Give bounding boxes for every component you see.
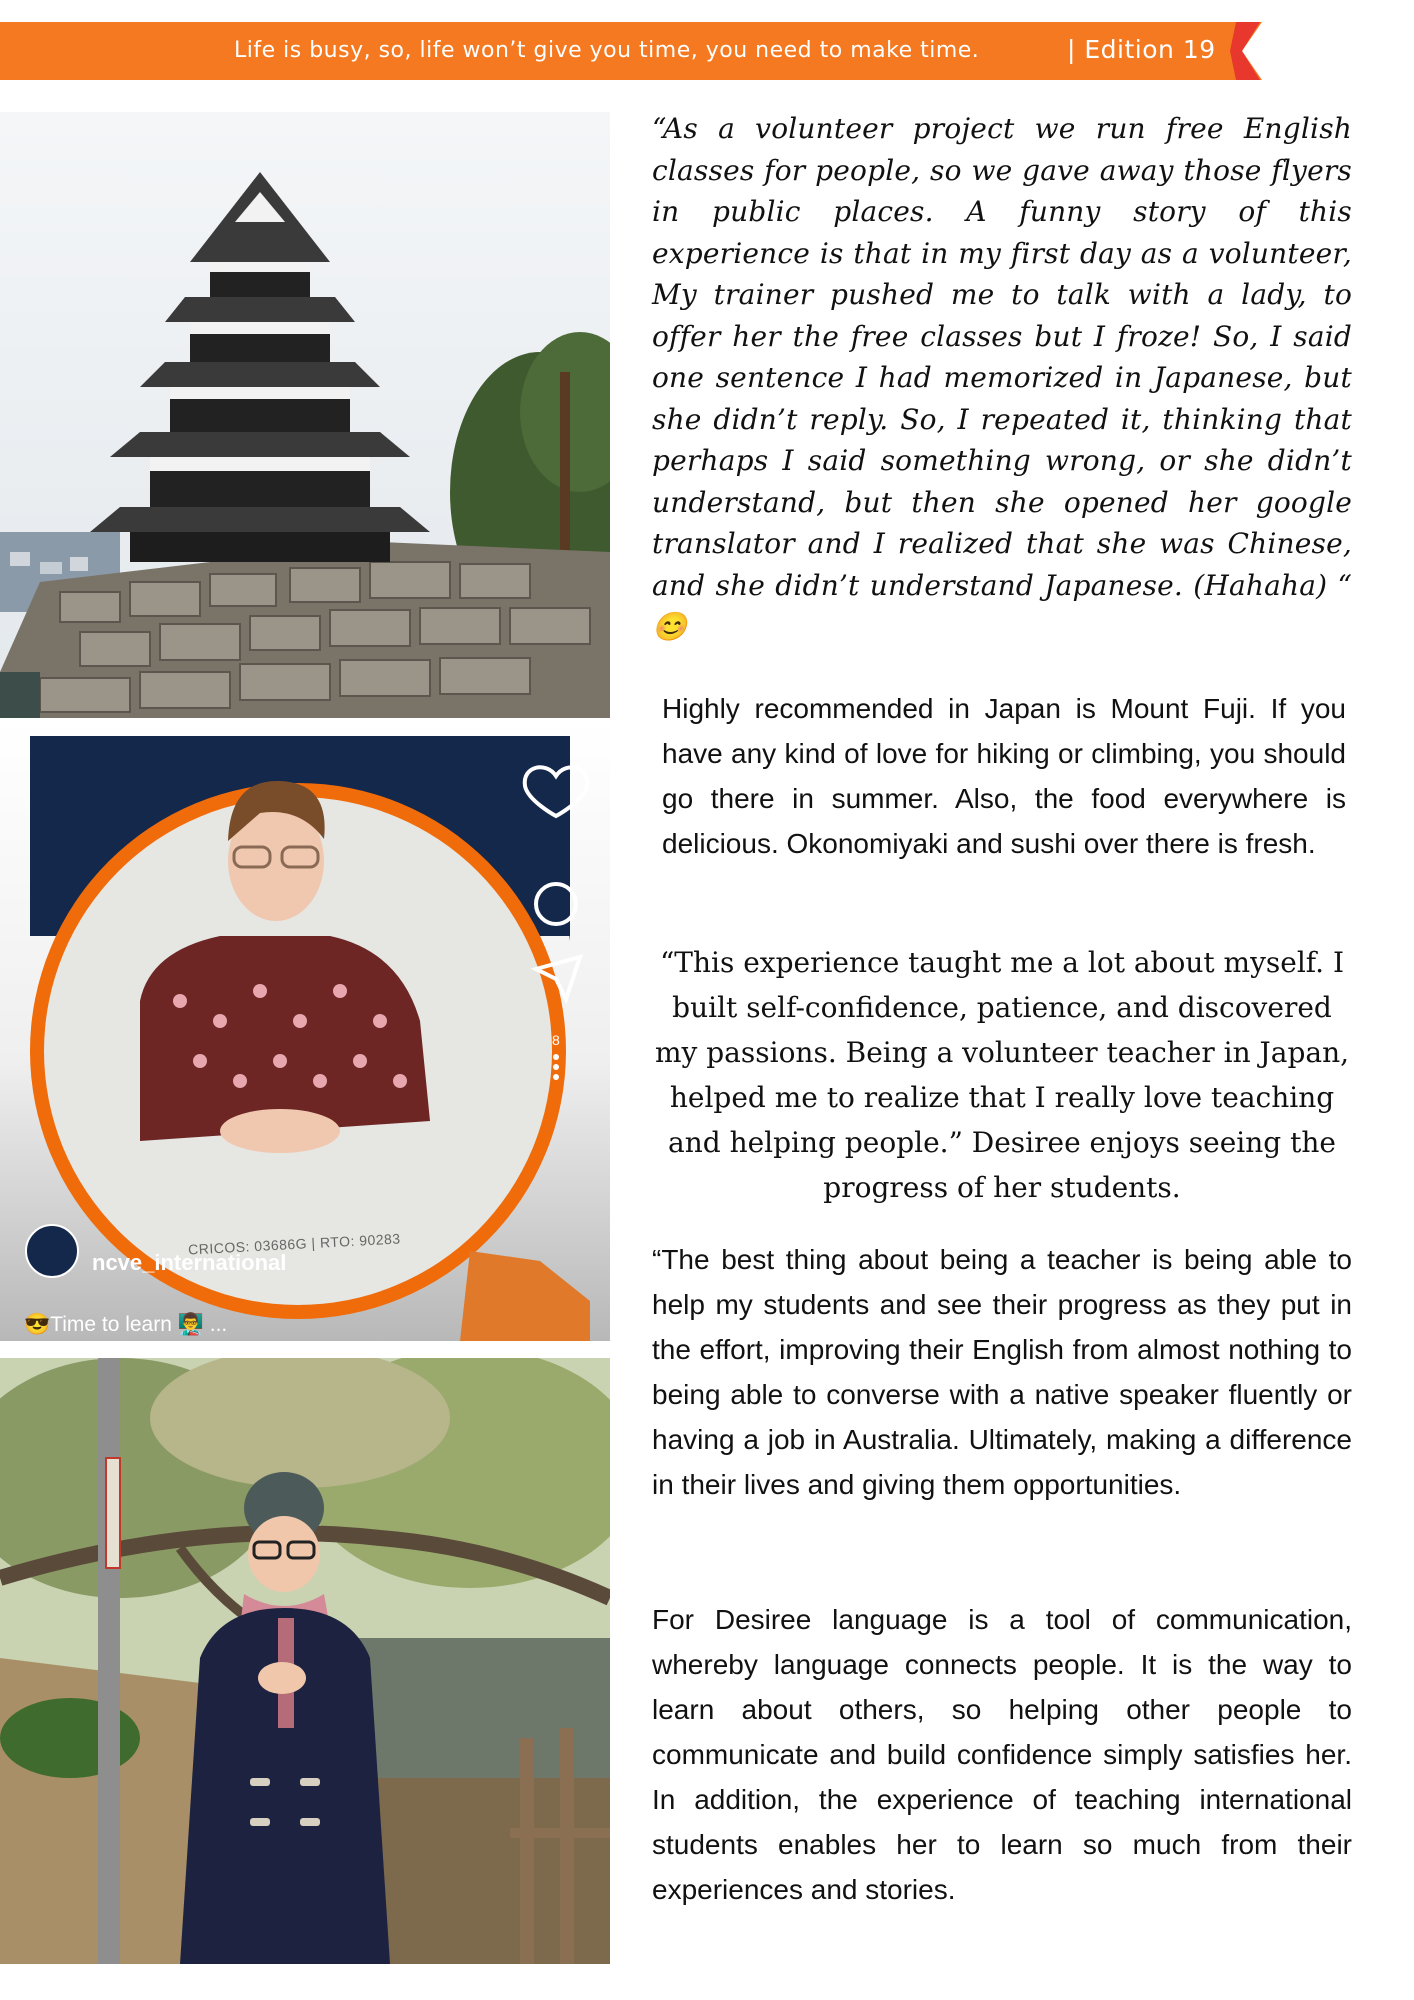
edition-label: | Edition 19 bbox=[1067, 35, 1216, 64]
instagram-caption[interactable]: 😎Time to learn 👨‍🏫 ... bbox=[24, 1313, 228, 1336]
header-banner bbox=[0, 22, 1236, 80]
volunteer-story-quote: “As a volunteer project we run free English classes for people, so we gave away those flyers in public places. A funny story of this experience is that in my first day as a volunteer, My trainer pushed me to talk with a lady, to offer her the free classes but I froze! So, I said one sentence I had memorized in Japanese, but she didn’t reply. So, I repeated it, thinking that perhaps I said something wrong, or she didn’t understand, but then she opened her google translator and I realized that she was Chinese, and she didn’t understand Japanese. (Hahaha) “ 😊 bbox=[652, 112, 1352, 643]
park-photo bbox=[0, 1358, 610, 1964]
banner-ribbon-tip bbox=[1230, 22, 1262, 80]
like-count: 8 bbox=[552, 1032, 560, 1048]
instagram-username[interactable]: ncve_international bbox=[92, 1250, 287, 1275]
mount-fuji-paragraph: Highly recommended in Japan is Mount Fuji. If you have any kind of love for hiking or climbing, you should go there in summer. Also, the food everywhere is delicious. Okonomiyaki and sushi over there is fresh. bbox=[662, 693, 1346, 859]
castle-photo bbox=[0, 112, 610, 718]
tagline: Life is busy, so, life won’t give you time, you need to make time. bbox=[234, 38, 980, 63]
language-paragraph: For Desiree language is a tool of communication, whereby language connects people. It is the way to learn about others, so helping other people to communicate and build confidence simply satisfies her. In addition, the experience of teaching international students enables her to learn so much from their experiences and stories. bbox=[652, 1604, 1352, 1905]
best-thing-paragraph: “The best thing about being a teacher is being able to help my students and see their progress as they put in the effort, improving their English from almost nothing to being able to converse with a native speaker fluently or having a job in Australia. Ultimately, making a difference in their lives and giving them opportunities. bbox=[652, 1244, 1352, 1500]
cricos-text: CRICOS: 03686G | RTO: 90283 bbox=[187, 1230, 402, 1258]
experience-quote: “This experience taught me a lot about myself. I built self-confidence, patience, and discovered my passions. Being a volunteer teacher in Japan, helped me to realize that I really love teaching and helping people.” Desiree enjoys seeing the progress of her students. bbox=[654, 946, 1349, 1204]
